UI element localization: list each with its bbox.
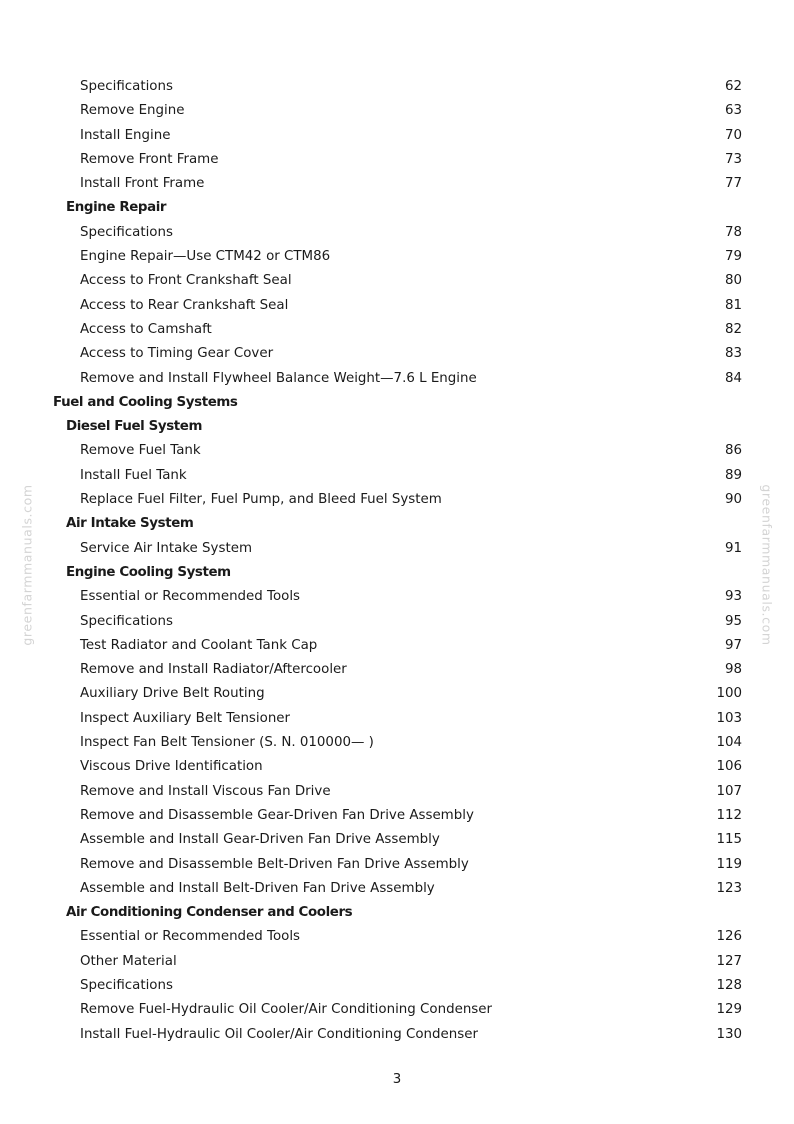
toc-entry-page: 62 — [724, 79, 742, 94]
toc-entry[interactable] — [0, 925, 794, 949]
toc-entry-title: Essential or Recommended Tools — [80, 929, 301, 945]
toc-entry-title: Access to Camshaft — [80, 321, 212, 337]
toc-entry-page: 123 — [716, 880, 742, 896]
toc-entry-page: 119 — [716, 856, 742, 872]
toc-entry-page: 112 — [716, 807, 742, 823]
toc-entry[interactable] — [0, 99, 794, 123]
toc-entry[interactable] — [0, 464, 794, 488]
table-of-contents — [0, 75, 794, 1047]
toc-entry-title: Install Fuel-Hydraulic Oil Cooler/Air Conditioning Condenser — [80, 1026, 478, 1042]
toc-entry[interactable] — [0, 294, 794, 318]
toc-entry-page: 89 — [724, 467, 742, 483]
toc-entry-title: Viscous Drive Identification — [80, 759, 263, 775]
toc-entry-title: Remove and Disassemble Gear-Driven Fan Drive Assembly — [80, 807, 474, 823]
toc-entry-page: 104 — [716, 735, 742, 751]
toc-entry[interactable] — [0, 828, 794, 852]
toc-entry-title: Engine Cooling System — [66, 564, 231, 580]
toc-entry-page: 129 — [716, 1002, 742, 1018]
toc-section-heading — [0, 561, 794, 585]
watermark-text: greenfarmmanuals.com — [759, 484, 775, 646]
toc-entry-title: Replace Fuel Filter, Fuel Pump, and Bleed Fuel System — [80, 492, 442, 508]
toc-entry-title: Air Conditioning Condenser and Coolers — [66, 905, 353, 921]
toc-entry-page: 91 — [724, 540, 742, 556]
toc-entry-page: 98 — [724, 662, 742, 678]
toc-entry-page: 126 — [716, 929, 742, 945]
toc-entry[interactable] — [0, 950, 794, 974]
toc-entry-title: Service Air Intake System — [80, 540, 252, 556]
toc-entry[interactable] — [0, 245, 794, 269]
toc-entry-page: 79 — [724, 249, 742, 265]
toc-section-heading — [0, 415, 794, 439]
toc-entry[interactable] — [0, 124, 794, 148]
toc-entry-title: Inspect Auxiliary Belt Tensioner — [80, 710, 291, 726]
watermark-text: greenfarmmanuals.com — [19, 484, 35, 646]
toc-section-heading — [0, 512, 794, 536]
toc-entry-title: Remove and Install Radiator/Aftercooler — [80, 662, 347, 678]
toc-entry[interactable] — [0, 318, 794, 342]
toc-entry[interactable] — [0, 707, 794, 731]
toc-entry-title: Auxiliary Drive Belt Routing — [80, 686, 265, 702]
toc-entry-title: Install Front Frame — [80, 176, 205, 192]
toc-entry[interactable] — [0, 221, 794, 245]
toc-entry-title: Assemble and Install Gear-Driven Fan Drive Assembly — [80, 832, 440, 848]
toc-entry-page: 103 — [716, 710, 742, 726]
toc-entry-title: Essential or Recommended Tools — [80, 589, 301, 605]
toc-entry-page: 82 — [724, 321, 742, 337]
toc-entry-title: Install Fuel Tank — [80, 467, 187, 483]
toc-entry-title: Remove and Install Flywheel Balance Weight—7.6 L Engine — [80, 370, 477, 386]
toc-entry-title: Remove Fuel Tank — [80, 443, 201, 459]
toc-entry-title: Assemble and Install Belt-Driven Fan Drive Assembly — [80, 880, 435, 896]
toc-entry[interactable] — [0, 172, 794, 196]
toc-entry-title: Remove and Disassemble Belt-Driven Fan Drive Assembly — [80, 856, 469, 872]
toc-entry-title: Remove and Install Viscous Fan Drive — [80, 783, 331, 799]
toc-entry[interactable] — [0, 75, 794, 99]
toc-entry-title: Remove Front Frame — [80, 151, 219, 167]
toc-entry[interactable] — [0, 755, 794, 779]
toc-section-heading — [0, 901, 794, 925]
toc-entry-page: 107 — [716, 783, 742, 799]
toc-section-heading — [0, 391, 794, 415]
toc-entry[interactable] — [0, 610, 794, 634]
toc-entry-page: 100 — [716, 686, 742, 702]
toc-entry-title: Engine Repair—Use CTM42 or CTM86 — [80, 249, 331, 265]
toc-entry[interactable] — [0, 780, 794, 804]
toc-entry-title: Air Intake System — [66, 516, 194, 532]
toc-entry-page: 70 — [724, 127, 742, 143]
toc-entry-title: Fuel and Cooling Systems — [53, 394, 238, 410]
toc-entry-title: Remove Fuel-Hydraulic Oil Cooler/Air Conditioning Condenser — [80, 1002, 493, 1018]
toc-entry-title: Test Radiator and Coolant Tank Cap — [80, 637, 318, 653]
toc-entry[interactable] — [0, 658, 794, 682]
toc-entry[interactable] — [0, 682, 794, 706]
toc-entry-page: 115 — [716, 832, 742, 848]
toc-entry-page: 73 — [724, 151, 742, 167]
toc-entry-title: Specifications — [80, 977, 173, 993]
toc-entry[interactable] — [0, 439, 794, 463]
toc-entry[interactable] — [0, 998, 794, 1022]
toc-entry-title: Install Engine — [80, 127, 171, 143]
toc-entry-page: 97 — [724, 637, 742, 653]
toc-entry-title: Access to Front Crankshaft Seal — [80, 273, 292, 289]
toc-entry[interactable] — [0, 853, 794, 877]
toc-entry-title: Specifications — [80, 613, 173, 629]
toc-entry-title: Access to Timing Gear Cover — [80, 346, 274, 362]
toc-entry-page: 63 — [724, 103, 742, 119]
toc-entry-title: Specifications — [80, 224, 173, 240]
toc-entry[interactable] — [0, 367, 794, 391]
toc-entry-page: 93 — [724, 589, 742, 605]
toc-entry-page: 95 — [724, 613, 742, 629]
toc-entry-page: 77 — [724, 176, 742, 192]
toc-entry-title: Specifications — [80, 79, 173, 94]
toc-entry[interactable] — [0, 731, 794, 755]
toc-entry[interactable] — [0, 537, 794, 561]
toc-entry[interactable] — [0, 1023, 794, 1047]
toc-entry[interactable] — [0, 269, 794, 293]
toc-entry-page: 86 — [724, 443, 742, 459]
toc-entry[interactable] — [0, 804, 794, 828]
toc-entry[interactable] — [0, 488, 794, 512]
toc-entry-title: Diesel Fuel System — [66, 419, 203, 435]
toc-entry-page: 80 — [724, 273, 742, 289]
toc-entry-page: 106 — [716, 759, 742, 775]
toc-entry-title: Engine Repair — [66, 200, 167, 216]
toc-entry[interactable] — [0, 585, 794, 609]
toc-entry-page: 128 — [716, 977, 742, 993]
toc-entry[interactable] — [0, 974, 794, 998]
toc-entry-title: Remove Engine — [80, 103, 185, 119]
toc-entry-title: Inspect Fan Belt Tensioner (S. N. 010000— ) — [80, 735, 374, 751]
toc-section-heading — [0, 196, 794, 220]
toc-entry-page: 127 — [716, 953, 742, 969]
toc-entry[interactable] — [0, 148, 794, 172]
toc-entry-page: 81 — [724, 297, 742, 313]
page-number: 3 — [392, 1072, 402, 1087]
toc-entry-page: 78 — [724, 224, 742, 240]
toc-entry-page: 130 — [716, 1026, 742, 1042]
toc-entry[interactable] — [0, 634, 794, 658]
toc-entry-title: Access to Rear Crankshaft Seal — [80, 297, 289, 313]
toc-entry[interactable] — [0, 342, 794, 366]
toc-entry-title: Other Material — [80, 953, 177, 969]
toc-entry-page: 90 — [724, 492, 742, 508]
toc-entry-page: 83 — [724, 346, 742, 362]
toc-entry[interactable] — [0, 877, 794, 901]
toc-entry-page: 84 — [724, 370, 742, 386]
